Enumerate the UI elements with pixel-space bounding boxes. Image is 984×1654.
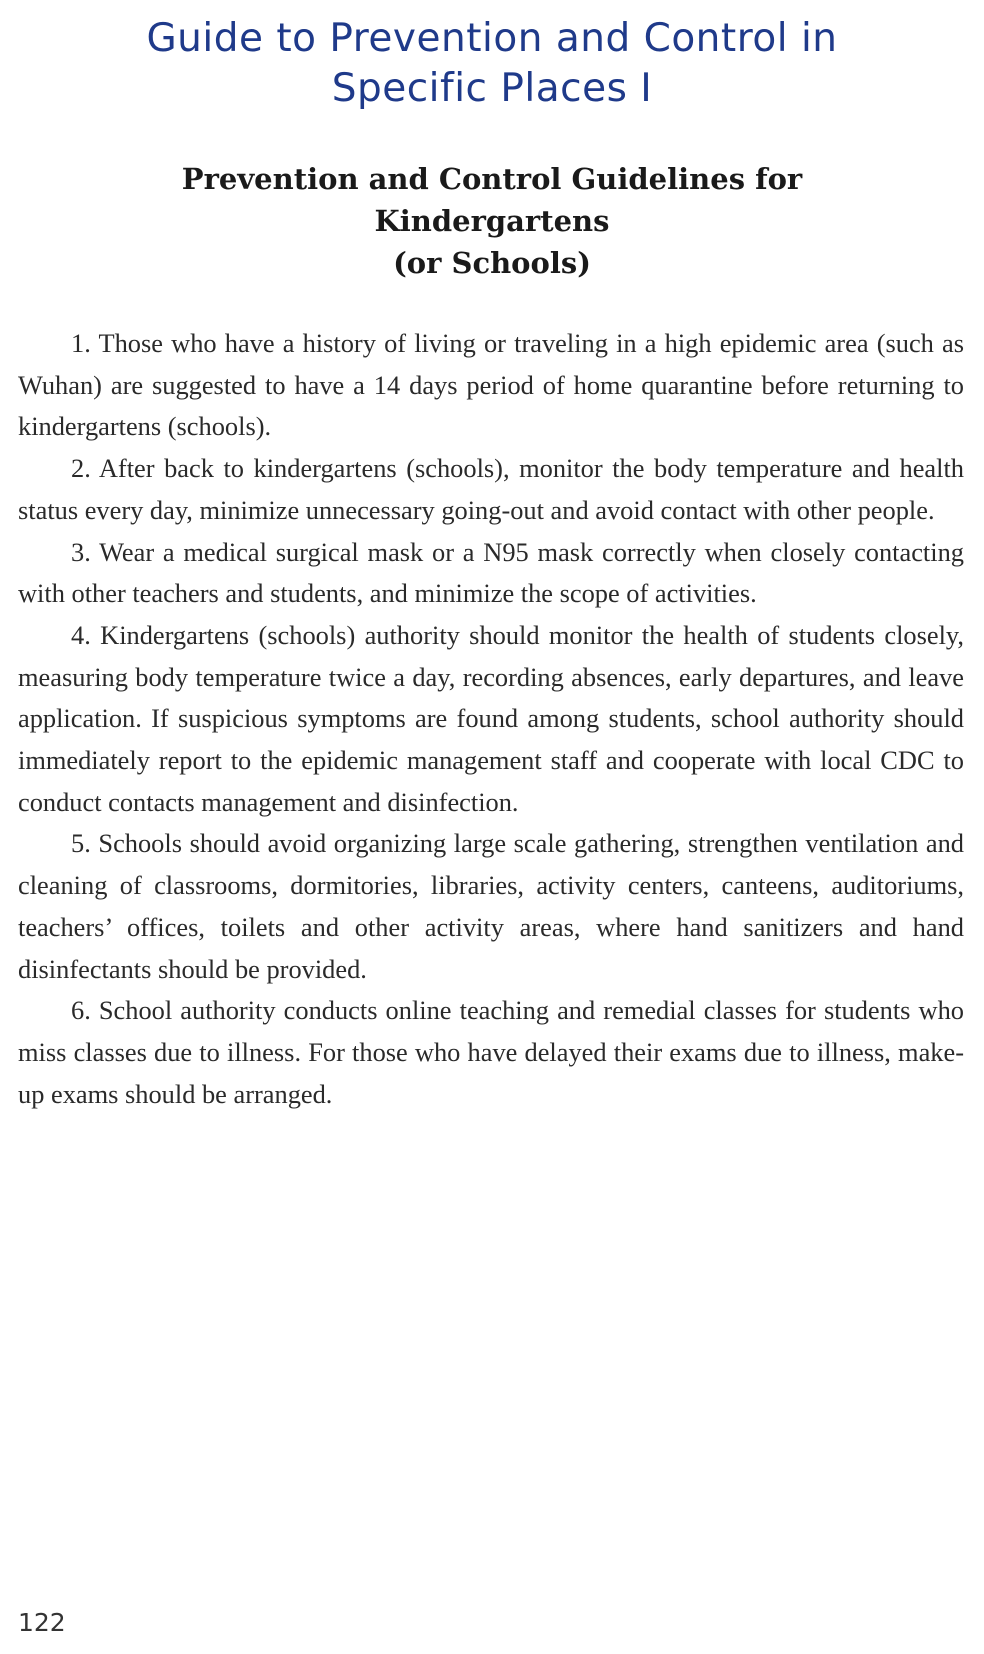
section-heading-line-1: Prevention and Control Guidelines for Kindergartens — [181, 162, 803, 238]
guidelines-body — [18, 323, 964, 1115]
guideline-paragraph-4: 4. Kindergartens (schools) authority should monitor the health of students closely, measuring body temperature twice a day, recording absences, early departures, and leave application. If suspicious symptoms are found among students, school authority should immediately report to the epidemic management staff and cooperate with local CDC to conduct contacts management and disinfection. — [18, 619, 964, 817]
guideline-paragraph-2: 2. After back to kindergartens (schools), monitor the body temperature and health status every day, minimize unnecessary going-out and avoid contact with other people. — [18, 453, 964, 525]
guideline-paragraph-6: 6. School authority conducts online teaching and remedial classes for students who miss classes due to illness. For those who have delayed their exams due to illness, make-up exams should be arranged. — [18, 995, 964, 1109]
chapter-title-line-2: Specific Places I — [331, 66, 653, 111]
section-heading — [60, 158, 924, 284]
chapter-title — [60, 14, 924, 114]
guideline-paragraph-3: 3. Wear a medical surgical mask or a N95 mask correctly when closely contacting with other teachers and students, and minimize the scope of activities. — [18, 536, 964, 609]
guideline-paragraph-1: 1. Those who have a history of living or traveling in a high epidemic area (such as Wuhan) are suggested to have a 14 days period of home quarantine before returning to kindergartens (schools). — [18, 328, 964, 442]
chapter-title-line-1: Guide to Prevention and Control in — [146, 16, 838, 61]
page-number: 122 — [18, 1608, 66, 1637]
guideline-paragraph-5: 5. Schools should avoid organizing large scale gathering, strengthen ventilation and cleaning of classrooms, dormitories, libraries, activity centers, canteens, auditoriums, teachers’ offices, toilets and other activity areas, where hand sanitizers and hand disinfectants should be provided. — [18, 828, 964, 984]
section-heading-line-2: (or Schools) — [393, 246, 591, 280]
